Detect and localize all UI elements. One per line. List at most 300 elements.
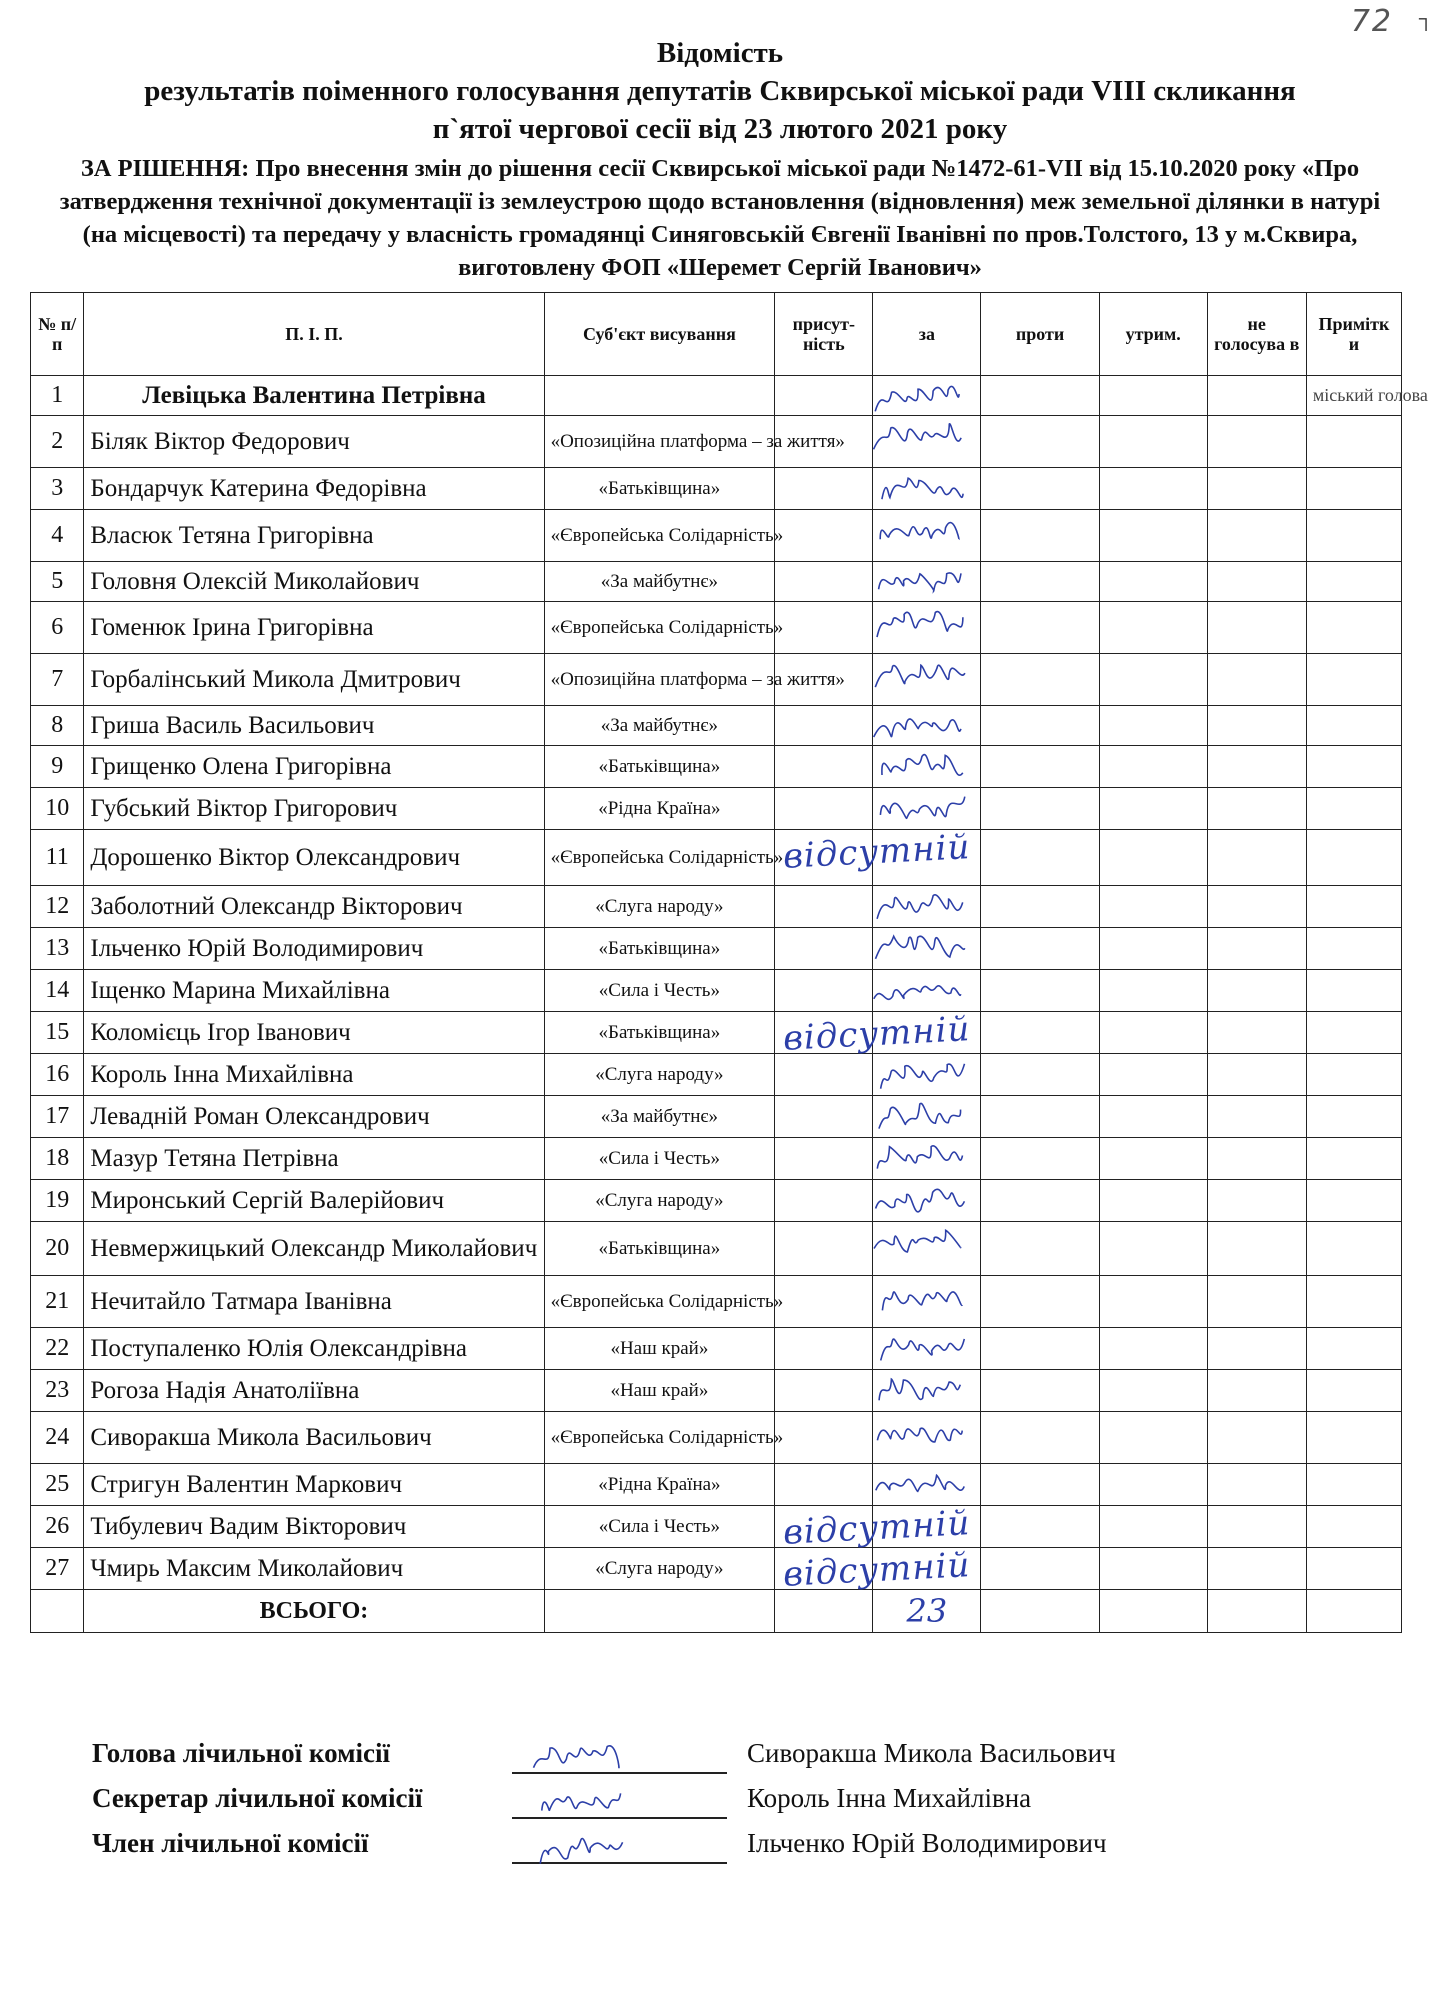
row-number: 1 xyxy=(31,376,84,416)
deputy-name: Іщенко Марина Михайлівна xyxy=(84,970,544,1012)
table-row xyxy=(31,468,1402,510)
handwritten-signature xyxy=(865,1176,975,1224)
handwritten-signature xyxy=(865,372,975,420)
row-number: 14 xyxy=(31,970,84,1012)
handwritten-signature xyxy=(865,1218,975,1266)
cell-note xyxy=(1306,1096,1401,1138)
cell-against xyxy=(981,562,1100,602)
nominating-party: «Сила і Честь» xyxy=(544,970,775,1012)
cell-not-voting xyxy=(1207,1096,1306,1138)
handwritten-signature xyxy=(865,464,975,512)
deputy-name: Губський Віктор Григорович xyxy=(84,788,544,830)
absent-mark: відсутній xyxy=(782,1545,972,1595)
cell-present xyxy=(775,928,873,970)
decision-label: ЗА РІШЕННЯ: xyxy=(80,155,250,182)
absent-mark: відсутній xyxy=(782,827,972,877)
cell-note xyxy=(1306,1548,1401,1590)
nominating-party: «Батьківщина» xyxy=(544,928,775,970)
nominating-party: «Європейська Солідарність» xyxy=(544,510,775,562)
cell-not-voting xyxy=(1207,510,1306,562)
header-for: за xyxy=(873,293,981,376)
table-row xyxy=(31,830,1402,886)
cell-not-voting xyxy=(1207,970,1306,1012)
cell-not-voting xyxy=(1207,376,1306,416)
cell-against xyxy=(981,928,1100,970)
cell-note xyxy=(1306,746,1401,788)
document-header xyxy=(40,34,1400,284)
cell-abstain xyxy=(1099,416,1207,468)
cell-against xyxy=(981,1222,1100,1276)
row-number: 2 xyxy=(31,416,84,468)
deputy-name: Біляк Віктор Федорович xyxy=(84,416,544,468)
cell-note xyxy=(1306,1506,1401,1548)
table-row xyxy=(31,886,1402,928)
cell-for xyxy=(873,376,981,416)
nominating-party: «Європейська Солідарність» xyxy=(544,602,775,654)
table-row xyxy=(31,970,1402,1012)
handwritten-signature xyxy=(524,1779,674,1827)
table-row xyxy=(31,376,1402,416)
cell-present xyxy=(775,602,873,654)
cell-note xyxy=(1306,602,1401,654)
cell-abstain xyxy=(1099,1370,1207,1412)
decision-text: Про внесення змін до рішення сесії Сквирської міської ради №1472-61-VII від 15.10.2020 року «Про затвердження технічної документації із землеустрою щодо встановлення (відновлення) меж земельної ділянки в натурі (на місцевості) та передачу у власність громадянці Синяговській Євгенії Іванівні по пров.Толстого, 13 у м.Сквира, виготовлену ФОП «Шеремет Сергій Іванович» xyxy=(59,155,1381,281)
deputy-name: Рогоза Надія Анатоліївна xyxy=(84,1370,544,1412)
cell-abstain xyxy=(1099,1012,1207,1054)
nominating-party: «Європейська Солідарність» xyxy=(544,1276,775,1328)
handwritten-signature xyxy=(865,966,975,1014)
cell-against xyxy=(981,886,1100,928)
cell-abstain xyxy=(1099,788,1207,830)
header-present: присут-ність xyxy=(775,293,873,376)
cell-present xyxy=(775,468,873,510)
nominating-party: «Рідна Країна» xyxy=(544,1464,775,1506)
nominating-party: «За майбутнє» xyxy=(544,562,775,602)
handwritten-signature xyxy=(865,1460,975,1508)
cell-abstain xyxy=(1099,928,1207,970)
cell-note xyxy=(1306,510,1401,562)
row-number: 15 xyxy=(31,1012,84,1054)
row-number: 13 xyxy=(31,928,84,970)
cell-not-voting xyxy=(1207,1548,1306,1590)
handwritten-signature xyxy=(865,924,975,972)
cell-for xyxy=(873,706,981,746)
handwritten-signature xyxy=(865,742,975,790)
row-number: 11 xyxy=(31,830,84,886)
cell-for xyxy=(782,1503,981,1553)
cell-not-voting xyxy=(1207,602,1306,654)
cell-for xyxy=(873,788,981,830)
nominating-party: «Наш край» xyxy=(544,1328,775,1370)
cell-abstain xyxy=(1099,1054,1207,1096)
row-number: 19 xyxy=(31,1180,84,1222)
cell-note xyxy=(1306,1464,1401,1506)
cell-abstain xyxy=(1099,1506,1207,1548)
deputy-name: Король Інна Михайлівна xyxy=(84,1054,544,1096)
cell-not-voting xyxy=(1207,562,1306,602)
cell-present xyxy=(775,746,873,788)
cell-present xyxy=(775,1328,873,1370)
counting-commission xyxy=(92,1738,1392,1873)
cell-against xyxy=(981,706,1100,746)
table-row xyxy=(31,602,1402,654)
cell-not-voting xyxy=(1207,1370,1306,1412)
nominating-party: «Сила і Честь» xyxy=(544,1138,775,1180)
handwritten-signature xyxy=(865,1134,975,1182)
header-not-voting: не голосува в xyxy=(1207,293,1306,376)
cell-against xyxy=(981,1276,1100,1328)
cell-note xyxy=(1306,1054,1401,1096)
deputy-name: Коломієць Ігор Іванович xyxy=(84,1012,544,1054)
deputy-name: Невмержицький Олександр Миколайович xyxy=(84,1222,544,1276)
header-num: № п/п xyxy=(31,293,84,376)
cell-against xyxy=(981,1054,1100,1096)
cell-for xyxy=(873,510,981,562)
cell-present xyxy=(775,1412,873,1464)
cell-for xyxy=(873,468,981,510)
handwritten-signature xyxy=(524,1734,674,1782)
handwritten-signature xyxy=(865,558,975,606)
cell-for xyxy=(873,1370,981,1412)
absent-mark: відсутній xyxy=(782,1009,972,1059)
nominating-party: «Батьківщина» xyxy=(544,1012,775,1054)
cell-for xyxy=(873,1180,981,1222)
deputy-name: Мазур Тетяна Петрівна xyxy=(84,1138,544,1180)
deputy-name: Дорошенко Віктор Олександрович xyxy=(84,830,544,886)
cell-not-voting xyxy=(1207,706,1306,746)
cell-note xyxy=(1306,886,1401,928)
cell-for xyxy=(873,886,981,928)
row-number: 26 xyxy=(31,1506,84,1548)
handwritten-signature xyxy=(865,784,975,832)
cell-not-voting xyxy=(1207,1464,1306,1506)
cell-abstain xyxy=(1099,886,1207,928)
cell-abstain xyxy=(1099,468,1207,510)
cell-for xyxy=(873,562,981,602)
cell-abstain xyxy=(1099,1138,1207,1180)
cell-for xyxy=(873,602,981,654)
handwritten-signature xyxy=(865,1408,975,1456)
nominating-party: «За майбутнє» xyxy=(544,1096,775,1138)
cell-present xyxy=(775,562,873,602)
cell-against xyxy=(981,1328,1100,1370)
cell-not-voting xyxy=(1207,416,1306,468)
signature-line xyxy=(512,1817,727,1819)
deputy-name: Ільченко Юрій Володимирович xyxy=(84,928,544,970)
cell-abstain xyxy=(1099,1276,1207,1328)
cell-for xyxy=(873,1328,981,1370)
cell-not-voting xyxy=(1207,1180,1306,1222)
cell-for xyxy=(873,654,981,706)
header-line-2: п`ятої чергової сесії від 23 лютого 2021 року xyxy=(432,113,1008,145)
deputy-name: Миронський Сергій Валерійович xyxy=(84,1180,544,1222)
table-row xyxy=(31,706,1402,746)
cell-not-voting xyxy=(1207,1012,1306,1054)
handwritten-signature xyxy=(865,1324,975,1372)
nominating-party: «Слуга народу» xyxy=(544,1548,775,1590)
cell-not-voting xyxy=(1207,746,1306,788)
nominating-party: «Сила і Честь» xyxy=(544,1506,775,1548)
row-number: 23 xyxy=(31,1370,84,1412)
handwritten-signature xyxy=(865,1366,975,1414)
cell-note xyxy=(1306,1012,1401,1054)
cell-present xyxy=(775,510,873,562)
deputy-name: Поступаленко Юлія Олександрівна xyxy=(84,1328,544,1370)
cell-for xyxy=(873,746,981,788)
table-row xyxy=(31,746,1402,788)
cell-note xyxy=(1306,928,1401,970)
cell-present xyxy=(775,1276,873,1328)
cell-not-voting xyxy=(1207,1328,1306,1370)
cell-not-voting xyxy=(1207,1412,1306,1464)
nominating-party: «Батьківщина» xyxy=(544,468,775,510)
cell-abstain xyxy=(1099,706,1207,746)
deputy-name: Нечитайло Татмара Іванівна xyxy=(84,1276,544,1328)
table-row xyxy=(31,654,1402,706)
cell-note xyxy=(1306,1412,1401,1464)
deputy-name: Левадній Роман Олександрович xyxy=(84,1096,544,1138)
cell-against xyxy=(981,1180,1100,1222)
deputy-name: Левіцька Валентина Петрівна xyxy=(84,376,544,416)
table-row xyxy=(31,1180,1402,1222)
cell-for xyxy=(873,1222,981,1276)
commission-role: Член лічильної комісії xyxy=(92,1828,369,1858)
table-row xyxy=(31,928,1402,970)
absent-mark: відсутній xyxy=(782,1503,972,1553)
cell-abstain xyxy=(1099,1464,1207,1506)
cell-present xyxy=(775,1180,873,1222)
row-number: 4 xyxy=(31,510,84,562)
page-number: 72 xyxy=(1350,4,1393,39)
cell-for xyxy=(873,928,981,970)
signature-line xyxy=(512,1772,727,1774)
cell-against xyxy=(981,1506,1100,1548)
cell-against xyxy=(981,788,1100,830)
table-row xyxy=(31,1328,1402,1370)
row-number: 3 xyxy=(31,468,84,510)
cell-against xyxy=(981,1412,1100,1464)
table-row xyxy=(31,1548,1402,1590)
cell-not-voting xyxy=(1207,886,1306,928)
cell-for xyxy=(873,1276,981,1328)
nominating-party: «Європейська Солідарність» xyxy=(544,1412,775,1464)
header-line-1: результатів поіменного голосування депутатів Сквирської міської ради VIII скликання xyxy=(144,75,1296,107)
cell-present xyxy=(775,970,873,1012)
nominating-party: «Рідна Країна» xyxy=(544,788,775,830)
handwritten-signature xyxy=(865,412,975,460)
handwritten-signature xyxy=(865,1092,975,1140)
cell-for xyxy=(873,1412,981,1464)
cell-not-voting xyxy=(1207,788,1306,830)
row-number: 24 xyxy=(31,1412,84,1464)
cell-not-voting xyxy=(1207,1222,1306,1276)
deputy-name: Бондарчук Катерина Федорівна xyxy=(84,468,544,510)
nominating-party xyxy=(544,376,775,416)
header-abstain: утрим. xyxy=(1099,293,1207,376)
deputy-name: Гоменюк Ірина Григорівна xyxy=(84,602,544,654)
row-number: 18 xyxy=(31,1138,84,1180)
row-number: 5 xyxy=(31,562,84,602)
cell-note xyxy=(1306,1222,1401,1276)
commission-member-name: Ільченко Юрій Володимирович xyxy=(747,1828,1107,1858)
row-number: 25 xyxy=(31,1464,84,1506)
nominating-party: «Слуга народу» xyxy=(544,886,775,928)
cell-against xyxy=(981,654,1100,706)
cell-present xyxy=(775,1138,873,1180)
cell-against xyxy=(981,1096,1100,1138)
cell-present xyxy=(775,1054,873,1096)
cell-not-voting xyxy=(1207,1506,1306,1548)
table-row xyxy=(31,1138,1402,1180)
header-against: проти xyxy=(981,293,1100,376)
deputy-name: Сиворакша Микола Васильович xyxy=(84,1412,544,1464)
cell-present xyxy=(775,1096,873,1138)
table-row xyxy=(31,562,1402,602)
signature-line xyxy=(512,1862,727,1864)
document-title: Відомість xyxy=(656,37,784,69)
cell-abstain xyxy=(1099,1548,1207,1590)
cell-not-voting xyxy=(1207,654,1306,706)
cell-for xyxy=(782,1545,981,1595)
handwritten-signature xyxy=(865,650,975,698)
deputy-name: Власюк Тетяна Григорівна xyxy=(84,510,544,562)
cell-for xyxy=(782,827,981,886)
cell-for xyxy=(873,1054,981,1096)
deputy-name: Горбалінський Микола Дмитрович xyxy=(84,654,544,706)
cell-against xyxy=(981,376,1100,416)
row-number: 17 xyxy=(31,1096,84,1138)
cell-present xyxy=(775,1464,873,1506)
table-row xyxy=(31,1012,1402,1054)
nominating-party: «Європейська Солідарність» xyxy=(544,830,775,886)
row-number: 9 xyxy=(31,746,84,788)
deputy-name: Гриша Василь Васильович xyxy=(84,706,544,746)
handwritten-signature xyxy=(524,1824,674,1872)
table-row xyxy=(31,416,1402,468)
table-row xyxy=(31,1412,1402,1464)
cell-not-voting xyxy=(1207,928,1306,970)
nominating-party: «Батьківщина» xyxy=(544,746,775,788)
corner-mark: ┐ xyxy=(1418,8,1433,30)
cell-not-voting xyxy=(1207,830,1306,886)
row-number: 27 xyxy=(31,1548,84,1590)
cell-note xyxy=(1306,1370,1401,1412)
cell-abstain xyxy=(1099,1328,1207,1370)
cell-against xyxy=(981,1012,1100,1054)
commission-member-name: Король Інна Михайлівна xyxy=(747,1783,1032,1813)
cell-note xyxy=(1306,654,1401,706)
table-row xyxy=(31,1054,1402,1096)
cell-present xyxy=(775,1222,873,1276)
cell-for xyxy=(873,1138,981,1180)
table-row xyxy=(31,1370,1402,1412)
commission-member-name: Сиворакша Микола Васильович xyxy=(747,1738,1116,1768)
cell-against xyxy=(981,830,1100,886)
header-note: Примітк и xyxy=(1306,293,1401,376)
row-number: 16 xyxy=(31,1054,84,1096)
handwritten-signature xyxy=(865,506,975,554)
cell-present xyxy=(775,886,873,928)
nominating-party: «Батьківщина» xyxy=(544,1222,775,1276)
cell-against xyxy=(981,1370,1100,1412)
nominating-party: «За майбутнє» xyxy=(544,706,775,746)
decision-block xyxy=(40,152,1400,284)
deputy-name: Тибулевич Вадим Вікторович xyxy=(84,1506,544,1548)
cell-against xyxy=(981,602,1100,654)
row-number: 8 xyxy=(31,706,84,746)
cell-note xyxy=(1306,1276,1401,1328)
total-row xyxy=(31,1590,1402,1633)
cell-abstain xyxy=(1099,970,1207,1012)
table-row xyxy=(31,1464,1402,1506)
header-name: П. І. П. xyxy=(84,293,544,376)
cell-abstain xyxy=(1099,1180,1207,1222)
row-number: 6 xyxy=(31,602,84,654)
voting-table xyxy=(30,292,1428,1633)
cell-abstain xyxy=(1099,654,1207,706)
deputy-name: Заболотний Олександр Вікторович xyxy=(84,886,544,928)
nominating-party: «Наш край» xyxy=(544,1370,775,1412)
cell-note xyxy=(1306,468,1401,510)
cell-abstain xyxy=(1099,376,1207,416)
cell-for xyxy=(873,416,981,468)
cell-against xyxy=(981,970,1100,1012)
cell-note: міський голова xyxy=(1306,376,1401,416)
cell-abstain xyxy=(1099,1222,1207,1276)
commission-row xyxy=(92,1828,1392,1873)
cell-not-voting xyxy=(1207,1054,1306,1096)
cell-against xyxy=(981,1548,1100,1590)
cell-note xyxy=(1306,830,1401,886)
cell-present xyxy=(775,788,873,830)
cell-for xyxy=(873,1096,981,1138)
nominating-party: «Опозиційна платформа – за життя» xyxy=(544,416,775,468)
cell-not-voting xyxy=(1207,1276,1306,1328)
cell-present xyxy=(775,1370,873,1412)
cell-abstain xyxy=(1099,602,1207,654)
cell-not-voting xyxy=(1207,1138,1306,1180)
header-party: Суб'єкт висування xyxy=(544,293,775,376)
cell-note xyxy=(1306,1180,1401,1222)
commission-row xyxy=(92,1738,1392,1783)
cell-for xyxy=(782,1009,981,1059)
nominating-party: «Опозиційна платформа – за життя» xyxy=(544,654,775,706)
cell-note xyxy=(1306,706,1401,746)
cell-note xyxy=(1306,1138,1401,1180)
cell-against xyxy=(981,1464,1100,1506)
row-number: 12 xyxy=(31,886,84,928)
table-row xyxy=(31,788,1402,830)
cell-abstain xyxy=(1099,562,1207,602)
cell-against xyxy=(981,510,1100,562)
cell-for xyxy=(873,1464,981,1506)
cell-abstain xyxy=(1099,1412,1207,1464)
nominating-party: «Слуга народу» xyxy=(544,1180,775,1222)
row-number: 7 xyxy=(31,654,84,706)
row-number: 21 xyxy=(31,1276,84,1328)
commission-role: Секретар лічильної комісії xyxy=(92,1783,423,1813)
cell-abstain xyxy=(1099,830,1207,886)
table-header-row xyxy=(31,293,1402,376)
cell-against xyxy=(981,468,1100,510)
table-row xyxy=(31,1222,1402,1276)
handwritten-signature xyxy=(865,1272,975,1320)
deputy-name: Стригун Валентин Маркович xyxy=(84,1464,544,1506)
cell-against xyxy=(981,746,1100,788)
row-number: 10 xyxy=(31,788,84,830)
row-number: 20 xyxy=(31,1222,84,1276)
handwritten-signature xyxy=(865,702,975,750)
